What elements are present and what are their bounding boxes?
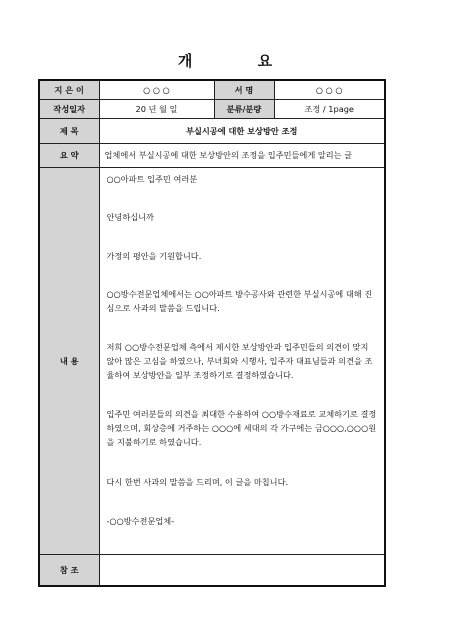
category-label: 분류/분량 [214, 100, 274, 119]
document-table [38, 79, 386, 587]
closing-paragraph: 다시 한번 사과의 말씀을 드리며, 이 글을 마칩니다. [106, 477, 289, 487]
signature-label: 서 명 [214, 80, 274, 100]
author-value: ○ ○ ○ [99, 80, 214, 100]
summary-label: 요 약 [39, 144, 99, 168]
date-label: 작성일자 [39, 100, 99, 119]
greeting-recipient: ○○아파트 입주민 여러분 [106, 174, 198, 184]
apology-paragraph: ○○방수전문업체에서는 ○○아파트 방수공사와 관련한 부실시공에 대해 진심으로 사과의 말씀을 드립니다. [106, 289, 373, 313]
author-label: 지 은 이 [39, 80, 99, 100]
greeting-hello: 안녕하십니까 [106, 212, 154, 222]
compensation-paragraph: 입주민 여러분들의 의견을 최대한 수용하여 ○○방수재료로 교체하기로 결정하였으며, 회상층에 거주하는 ○○○에 세대의 각 가구에는 금○○○,○○○원을 지불하기로 하였습니다. [106, 409, 377, 447]
content-cell [99, 168, 385, 555]
sender-signoff: -○○방수전문업체- [106, 516, 175, 526]
signature-value: ○ ○ ○ [274, 80, 385, 100]
date-value: 20 년 월 일 [99, 100, 214, 119]
content-label: 내 용 [39, 168, 99, 555]
adjustment-paragraph: 저희 ○○방수전문업체 측에서 제시한 보상방안과 입주민들의 의견이 맞지 않아 많은 고심을 하였으나, 부녀회와 시행사, 입주자 대표님들과 의견을 조율하여 보상방안을 일부 조정하기로 결정하였습니다. [106, 342, 373, 380]
reference-value [99, 555, 385, 587]
content-body [100, 168, 385, 554]
category-value: 조정 / 1page [274, 100, 385, 119]
summary-value: 업체에서 부실시공에 대한 보상방안의 조정을 입주민들에게 알리는 글 [99, 144, 385, 168]
reference-label: 참 조 [39, 555, 99, 587]
subject-value: 부실시공에 대한 보상방안 조정 [99, 119, 385, 144]
greeting-wish: 가정의 평안을 기원합니다. [106, 251, 202, 261]
document-title: 개 요 [177, 52, 303, 70]
subject-label: 제 목 [39, 119, 99, 144]
